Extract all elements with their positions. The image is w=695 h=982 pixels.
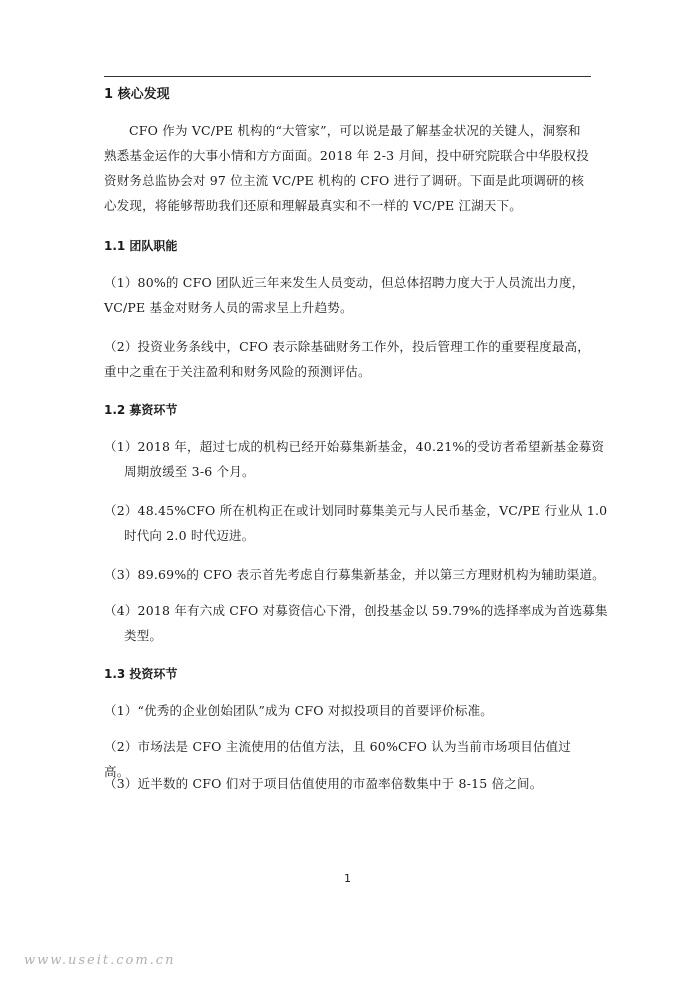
section-title-team: 1.1 团队职能 bbox=[104, 239, 178, 253]
list-item: （2）市场法是 CFO 主流使用的估值方法，且 60%CFO 认为当前市场项目估值过高。 bbox=[104, 739, 572, 779]
watermark: www.useit.com.cn bbox=[24, 953, 176, 968]
list-item: （1）2018 年，超过七成的机构已经开始募集新基金，40.21%的受访者希望新基金募资周期放缓至 3-6 个月。 bbox=[104, 439, 605, 479]
section-title-investment: 1.3 投资环节 bbox=[104, 667, 178, 681]
section-heading: 1 核心发现 bbox=[104, 87, 170, 102]
list-item: （4）2018 年有六成 CFO 对募资信心下滑，创投基金以 59.79%的选择率成为首选募集类型。 bbox=[104, 603, 608, 643]
intro-paragraph: CFO 作为 VC/PE 机构的“大管家”，可以说是最了解基金状况的关键人，洞察和熟悉基金运作的大事小情和方方面面。2018 年 2-3 月间，投中研究院联合中华股权投资财务总监协会对 97 位主流 VC/PE 机构的 CFO 进行了调研。下面是此项调研的核心发现，将能够帮助我们还原和理解最真实和不一样的 VC/PE 江湖天下。 bbox=[104, 123, 589, 213]
list-item: （2）48.45%CFO 所在机构正在或计划同时募集美元与人民币基金，VC/PE 行业从 1.0 时代向 2.0 时代迈进。 bbox=[104, 503, 608, 543]
list-item: （2）投资业务条线中，CFO 表示除基础财务工作外，投后管理工作的重要程度最高，重中之重在于关注盈利和财务风险的预测评估。 bbox=[104, 339, 590, 379]
section-title-fundraising: 1.2 募资环节 bbox=[104, 403, 178, 417]
list-item: （1）80%的 CFO 团队近三年来发生人员变动，但总体招聘力度大于人员流出力度，VC/PE 基金对财务人员的需求呈上升趋势。 bbox=[104, 275, 585, 315]
list-item: （1）“优秀的企业创始团队”成为 CFO 对拟投项目的首要评价标准。 bbox=[104, 703, 493, 718]
list-item: （3）89.69%的 CFO 表示首先考虑自行募集新基金，并以第三方理财机构为辅助渠道。 bbox=[104, 567, 605, 582]
list-item: （3）近半数的 CFO 们对于项目估值使用的市盈率倍数集中于 8-15 倍之间。 bbox=[104, 776, 543, 791]
page-number: 1 bbox=[344, 872, 351, 885]
header-rule bbox=[104, 76, 591, 77]
